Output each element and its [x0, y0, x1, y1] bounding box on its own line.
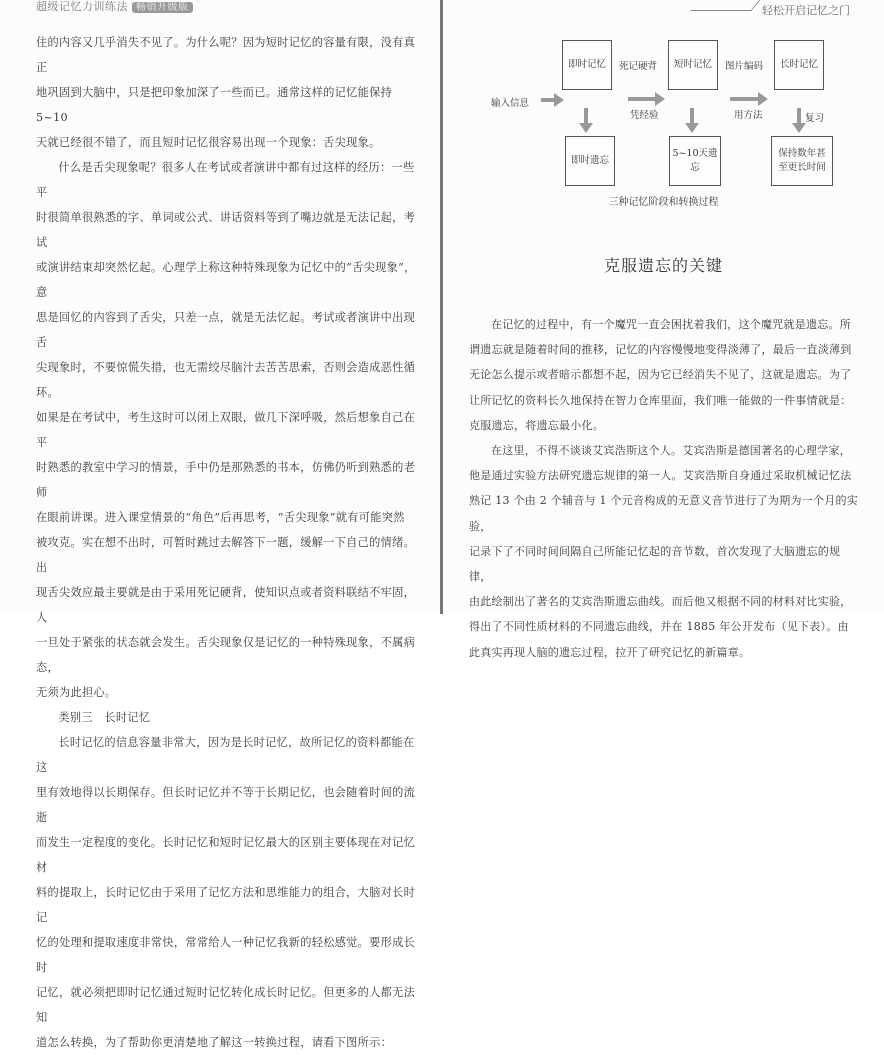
box-short-memory: 短时记忆 — [668, 40, 718, 90]
right-page — [443, 0, 884, 659]
box-days-forget: 5~10天遗忘 — [669, 136, 721, 186]
arrow-input — [541, 98, 555, 102]
running-head-title: 轻松开启记忆之门 — [762, 4, 850, 17]
text-line: 熟记 13 个由 2 个辅音与 1 个元音构成的无意义音节进行了为期为一个月的实验， — [469, 494, 858, 533]
text-line: 记录下了不同时间间隔自己所能记忆起的音节数，首次发现了大脑遗忘的规律， — [469, 544, 841, 584]
input-label: 输入信息 — [491, 98, 530, 109]
text-line: 或演讲结束却突然忆起。心理学上称这种特殊现象为记忆中的“舌尖现象”，意 — [36, 261, 416, 299]
text-line: 而发生一定程度的变化。长时记忆和短时记忆最大的区别主要体现在对记忆材 — [36, 836, 416, 874]
text-line: 此真实再现人脑的遗忘过程，拉开了研究记忆的新篇章。 — [469, 645, 751, 659]
text-line: 在记忆的过程中，有一个魔咒一直会困扰着我们，这个魔咒就是遗忘。所 — [491, 318, 851, 331]
running-head-right — [762, 2, 850, 18]
text-line: 由此绘制出了著名的艾宾浩斯遗忘曲线。而后他又根据不同的材料对比实验， — [469, 595, 852, 609]
text-line: 住的内容又几乎消失不见了。为什么呢？因为短时记忆的容量有限，没有真正 — [36, 36, 416, 74]
box-long-retention: 保持数年甚至更长时间 — [771, 136, 833, 186]
text-line: 料的提取上，长时记忆由于采用了记忆方法和思维能力的组合，大脑对长时记 — [36, 886, 416, 924]
text-line: 如果是在考试中，考生这时可以闭上双眼，做几下深呼吸，然后想象自己在平 — [36, 411, 416, 449]
text-line: 时很简单很熟悉的字、单词或公式、讲话资料等到了嘴边就是无法记起，考试 — [36, 211, 416, 249]
arrow-short-down — [690, 108, 694, 124]
running-head-ornament — [690, 0, 769, 11]
edge-label-experience: 凭经验 — [630, 110, 659, 121]
text-line: 时熟悉的教室中学习的情景，手中仍是那熟悉的书本，仿佛仍听到熟悉的老师 — [36, 461, 416, 499]
text-line: 思是回忆的内容到了舌尖，只差一点，就是无法忆起。考试或者演讲中出现舌 — [36, 311, 416, 349]
arrow-instant-to-short — [628, 97, 656, 101]
box-instant-memory: 即时记忆 — [562, 40, 612, 90]
right-body-text — [469, 312, 861, 665]
arrow-short-to-long — [730, 97, 759, 101]
text-line: 让所记忆的资料长久地保持在智力仓库里面，我们唯一能做的一件事情就是： — [469, 393, 852, 407]
text-line: 他是通过实验方法研究遗忘规律的第一人。艾宾浩斯自身通过采取机械记忆法 — [469, 469, 852, 483]
text-line: 一旦处于紧张的状态就会发生。舌尖现象仅是记忆的一种特殊现象，不属病态， — [36, 636, 416, 674]
edition-badge: 畅销升级版 — [132, 2, 193, 13]
arrow-long-down — [797, 108, 801, 124]
edge-label-rote: 死记硬背 — [619, 61, 658, 72]
diagram-caption: 三种记忆阶段和转换过程 — [608, 197, 719, 208]
text-line: 无论怎么提示或者暗示都想不起，因为它已经消失不见了，这就是遗忘。为了 — [469, 368, 852, 382]
text-line: 在眼前讲课。进入课堂情景的“角色”后再思考，“舌尖现象”就有可能突然 — [36, 511, 405, 524]
text-line: 无须为此担心。 — [36, 686, 117, 699]
text-line: 道怎么转换，为了帮助你更清楚地了解这一转换过程，请看下图所示： — [36, 1036, 393, 1049]
text-line: 什么是舌尖现象呢？很多人在考试或者演讲中都有过这样的经历：一些平 — [36, 161, 415, 199]
text-line: 长时记忆的信息容量非常大，因为是长时记忆，故所记忆的资料都能在这 — [36, 736, 415, 774]
box-instant-forget: 即时遗忘 — [565, 136, 615, 186]
box-long-memory: 长时记忆 — [774, 40, 824, 90]
text-line: 得出了不同性质材料的不同遗忘曲线，并在 1885 年公开发布（见下表）。由 — [469, 620, 849, 634]
text-line: 记忆，就必须把即时记忆通过短时记忆转化成长时记忆。但更多的人都无法知 — [36, 986, 416, 1024]
section-title: 克服遗忘的关键 — [603, 256, 723, 275]
text-line: 里有效地得以长期保存。但长时记忆并不等于长期记忆，也会随着时间的流逝 — [36, 786, 416, 824]
text-line: 尖现象时，不要惊慌失措，也无需绞尽脑汁去苦苦思索，否则会造成恶性循环。 — [36, 361, 416, 399]
left-page — [0, 0, 440, 1049]
text-line: 谓遗忘就是随着时间的推移，记忆的内容慢慢地变得淡薄了，最后一直淡薄到 — [469, 343, 852, 357]
text-line: 在这里，不得不谈谈艾宾浩斯这个人。艾宾浩斯是德国著名的心理学家， — [491, 444, 851, 458]
section-subheading: 类别三 长时记忆 — [58, 711, 151, 724]
edge-label-review: 复习 — [805, 113, 825, 124]
running-head-title: 超级记忆力训练法 — [36, 0, 128, 13]
text-line: 天就已经很不错了，而且短时记忆很容易出现一个现象：舌尖现象。 — [36, 136, 381, 149]
text-line: 克服遗忘，将遗忘最小化。 — [469, 418, 604, 432]
running-head-left — [36, 0, 193, 14]
text-line: 被攻克。实在想不出时，可暂时跳过去解答下一题，缓解一下自己的情绪。出 — [36, 536, 416, 574]
text-line: 现舌尖效应最主要就是由于采用死记硬背，使知识点或者资料联结不牢固，人 — [36, 586, 416, 624]
edge-label-image-encoding: 图片编码 — [725, 61, 764, 72]
left-body-text — [36, 30, 422, 1055]
arrow-instant-down — [584, 108, 588, 124]
text-line: 地巩固到大脑中，只是把印象加深了一些而已。通常这样的记忆能保持 5~10 — [36, 86, 393, 124]
edge-label-method: 用方法 — [734, 110, 763, 121]
text-line: 忆的处理和提取速度非常快，常常给人一种记忆我新的轻松感觉。要形成长时 — [36, 936, 416, 974]
